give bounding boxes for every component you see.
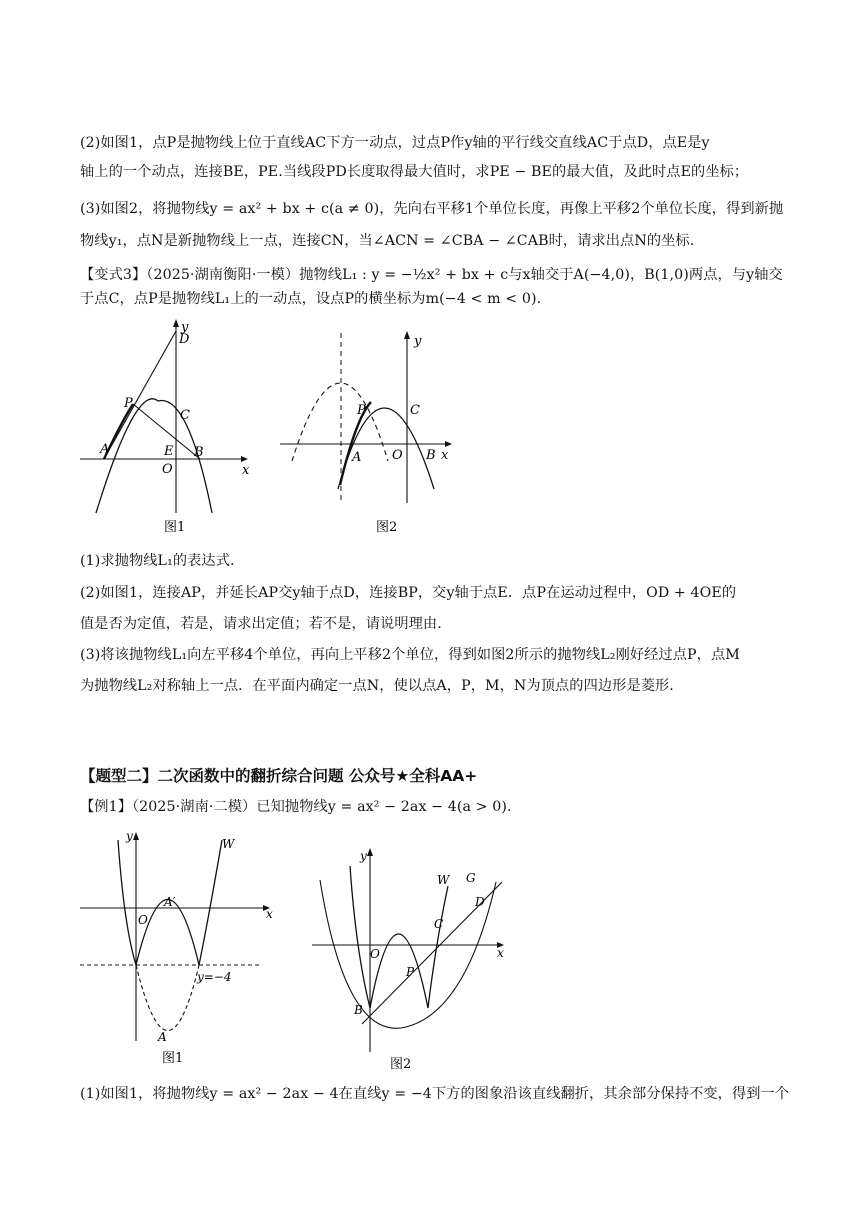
fig3-label-y: y [126, 829, 133, 843]
fig4-label-G: G [466, 871, 476, 885]
fig2-label-P: P [357, 403, 366, 418]
fig2-label-A: A [352, 450, 362, 465]
variant-3-line-2: 于点C，点P是抛物线L₁上的一动点，设点P的横坐标为m(−4 < m < 0). [80, 291, 542, 307]
fig4-label-P: P [406, 965, 415, 979]
fig2-label-x: x [441, 448, 449, 463]
fig3-label-x: x [266, 907, 273, 921]
fig2-label-B: B [426, 448, 436, 463]
problem-2-line-2: 轴上的一个动点，连接BE，PE.当线段PD长度取得最大值时，求PE − BE的最大值，及此时点E的坐标； [80, 164, 749, 180]
fig4-label-x: x [497, 946, 504, 960]
fig3-caption: 图1 [162, 1051, 184, 1066]
fig1-label-B: B [194, 445, 204, 460]
fig1-caption: 图1 [164, 520, 186, 535]
variant3-figure-1 [76, 313, 256, 543]
fig1-label-P: P [124, 396, 133, 411]
fig3-label-A-prime: A′ [164, 895, 176, 909]
fig1-label-C: C [180, 408, 190, 423]
fig3-label-W: W [222, 837, 235, 851]
fig4-label-C: C [434, 917, 444, 931]
fig3-label-A: A [158, 1030, 167, 1044]
problem-3-line-2: 物线y₁，点N是新抛物线上一点，连接CN，当∠ACN = ∠CBA − ∠CAB时，请求出点N的坐标. [80, 233, 695, 249]
variant3-figure-2 [278, 313, 463, 543]
fig4-caption: 图2 [390, 1057, 412, 1072]
fig4-label-B: B [354, 1003, 363, 1017]
fig4-label-O: O [370, 947, 380, 961]
fig3-label-O: O [138, 913, 148, 927]
example1-figure-1 [76, 826, 286, 1071]
question-3-line-1: (3)将该抛物线L₁向左平移4个单位，再向上平移2个单位，得到如图2所示的抛物线L₂刚好经过点P，点M [80, 647, 740, 663]
question-2-line-1: (2)如图1，连接AP，并延长AP交y轴于点D，连接BP，交y轴于点E．点P在运动过程中，OD + 4OE的 [80, 585, 737, 601]
fig3-label-y-eq: y=−4 [197, 970, 232, 984]
fig2-caption: 图2 [376, 520, 398, 535]
question-2-line-2: 值是否为定值，若是，请求出定值；若不是，请说明理由. [80, 616, 442, 632]
fig4-label-W: W [437, 873, 450, 887]
question-3-line-2: 为抛物线L₂对称轴上一点．在平面内确定一点N，使以点A，P，M，N为顶点的四边形是菱形. [80, 678, 674, 694]
fig1-label-x: x [242, 463, 250, 478]
fig4-label-D: D [475, 895, 485, 909]
fig2-label-C: C [410, 403, 420, 418]
fig1-label-O: O [162, 462, 173, 477]
question-1: (1)求抛物线L₁的表达式. [80, 553, 235, 569]
problem-3-line-1: (3)如图2，将抛物线y = ax² + bx + c(a ≠ 0)，先向右平移1个单位长度，再像上平移2个单位长度，得到新抛 [80, 201, 784, 217]
example-1-statement: 【例1】（2025·湖南·二模）已知抛物线y = ax² − 2ax − 4(a > 0). [80, 799, 512, 815]
section-heading: 【题型二】二次函数中的翻折综合问题 公众号★全科AA+ [80, 767, 478, 785]
fig2-label-y: y [414, 334, 422, 349]
fig1-label-D: D [179, 332, 190, 347]
fig1-label-y: y [181, 320, 189, 335]
fig1-label-A: A [100, 442, 110, 457]
example1-figure-2 [306, 842, 516, 1082]
fig1-label-E: E [164, 444, 174, 459]
bottom-line: (1)如图1，将抛物线y = ax² − 2ax − 4在直线y = −4下方的图象沿该直线翻折，其余部分保持不变，得到一个 [80, 1086, 790, 1102]
fig2-label-O: O [392, 448, 403, 463]
problem-2-line-1: (2)如图1，点P是抛物线上位于直线AC下方一动点，过点P作y轴的平行线交直线AC于点D，点E是y [80, 135, 710, 151]
variant-3-line-1: 【变式3】（2025·湖南衡阳·一模）抛物线L₁ : y = −½x² + bx + c与x轴交于A(−4,0)，B(1,0)两点，与y轴交 [80, 267, 783, 283]
fig4-label-y: y [360, 849, 367, 863]
